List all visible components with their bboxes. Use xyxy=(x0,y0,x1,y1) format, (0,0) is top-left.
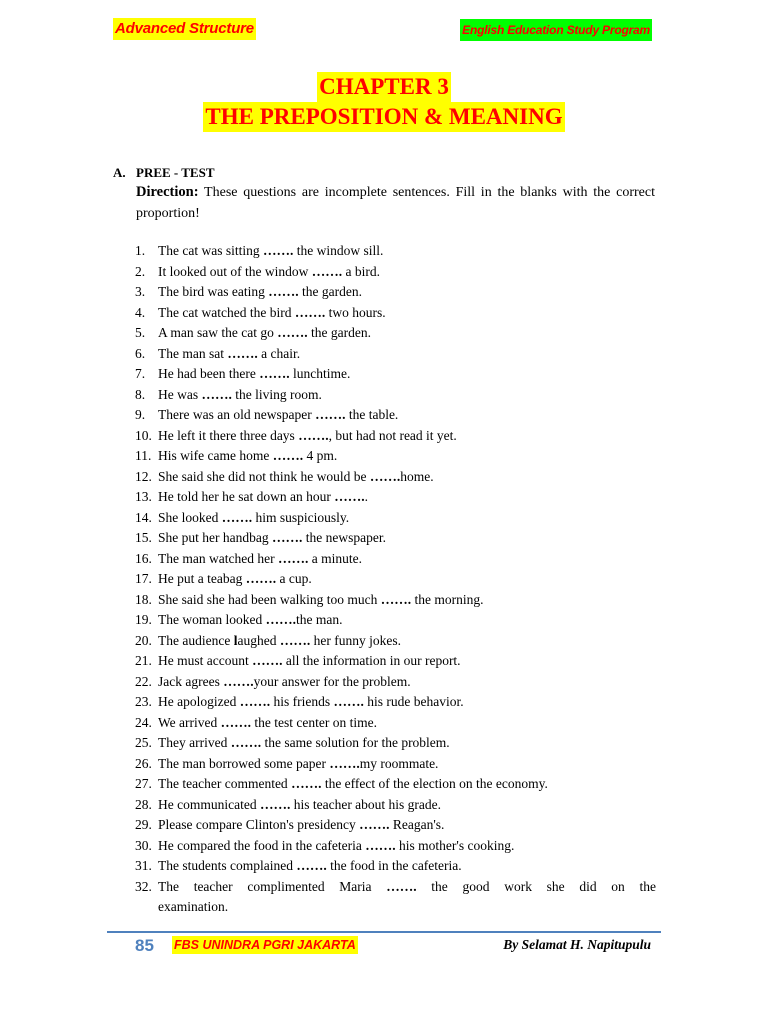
answer-blank: ……. xyxy=(315,407,346,422)
question-item xyxy=(135,303,656,324)
question-text: He must account xyxy=(158,653,253,668)
question-text: The teacher complimented Maria xyxy=(158,878,387,894)
question-text: my roommate. xyxy=(359,755,439,771)
question-text: his teacher about his grade. xyxy=(290,796,442,812)
answer-blank: ……. xyxy=(268,284,299,299)
answer-blank: ……. xyxy=(265,612,296,627)
footer-institution: FBS UNINDRA PGRI JAKARTA xyxy=(174,938,356,952)
question-item xyxy=(135,877,656,918)
question-text: He was xyxy=(158,386,202,402)
question-item xyxy=(135,590,656,611)
question-text: , but had not read it yet. xyxy=(328,427,457,443)
question-text: 4 pm. xyxy=(303,448,338,463)
question-number: 3. xyxy=(135,284,146,299)
answer-blank: ……. xyxy=(334,489,365,504)
question-text: him suspiciously. xyxy=(252,509,350,525)
question-item xyxy=(135,836,656,857)
question-text: the good work she did on the xyxy=(416,878,656,894)
answer-blank: ……. xyxy=(359,817,390,832)
answer-blank: ……. xyxy=(369,468,401,484)
answer-blank: ……. xyxy=(223,673,254,689)
question-number: 4. xyxy=(135,304,146,320)
question-item xyxy=(135,672,656,693)
answer-blank: ……. xyxy=(279,632,311,648)
question-number: 1. xyxy=(135,243,146,258)
question-item xyxy=(135,610,656,631)
question-text: A man saw the cat go xyxy=(158,325,278,340)
question-item xyxy=(135,385,656,406)
question-text: aughed xyxy=(237,632,280,648)
question-text: He apologized xyxy=(158,694,240,709)
question-text: The cat watched the bird xyxy=(158,304,295,320)
question-item xyxy=(135,651,656,672)
question-item xyxy=(135,569,656,590)
question-text: Please compare Clinton's presidency xyxy=(158,817,360,832)
answer-blank: ……. xyxy=(252,653,283,668)
question-item xyxy=(135,774,656,795)
footer-author: By Selamat H. Napitupulu xyxy=(503,937,651,952)
question-number: 11. xyxy=(135,448,152,463)
question-text: Reagan's. xyxy=(389,817,445,832)
question-item xyxy=(135,323,656,344)
answer-blank: ……. xyxy=(365,837,396,853)
question-number: 18. xyxy=(135,591,152,607)
question-text: It looked out of the window xyxy=(158,263,312,279)
question-number: 31. xyxy=(135,858,152,873)
chapter-heading xyxy=(0,72,768,132)
answer-blank: ……. xyxy=(329,755,360,771)
answer-blank: ……. xyxy=(245,571,277,586)
question-item xyxy=(135,856,656,877)
direction-paragraph xyxy=(136,182,655,224)
question-number: 17. xyxy=(135,571,152,586)
chapter-number: CHAPTER 3 xyxy=(317,72,451,102)
question-text: the window sill. xyxy=(293,243,384,258)
question-number: 26. xyxy=(135,755,152,771)
answer-blank: ……. xyxy=(262,243,294,258)
question-text: the living room. xyxy=(231,386,322,402)
question-text: The man borrowed some paper xyxy=(158,755,330,771)
section-heading xyxy=(113,165,215,181)
question-text: His wife came home xyxy=(158,448,273,463)
question-item xyxy=(135,241,656,262)
answer-blank: ……. xyxy=(291,776,322,791)
answer-blank: ……. xyxy=(294,304,326,320)
question-number: 7. xyxy=(135,366,146,381)
question-text: a minute. xyxy=(308,550,362,566)
question-number: 8. xyxy=(135,386,146,402)
question-text: the garden. xyxy=(307,325,371,340)
question-text: her funny jokes. xyxy=(310,632,401,648)
question-number: 13. xyxy=(135,489,152,504)
answer-blank: ……. xyxy=(380,591,412,607)
question-text: the same solution for the problem. xyxy=(261,735,450,750)
answer-blank: ……. xyxy=(277,550,309,566)
question-number: 21. xyxy=(135,653,152,668)
question-text: the table. xyxy=(345,407,399,422)
section-letter: A. xyxy=(113,165,126,180)
question-text: He compared the food in the cafeteria xyxy=(158,837,366,853)
header-course-title: Advanced Structure xyxy=(113,18,256,40)
question-item xyxy=(135,733,656,754)
question-number: 20. xyxy=(135,632,152,648)
question-text: his friends xyxy=(270,694,334,709)
answer-blank: ……. xyxy=(221,509,253,525)
question-item xyxy=(135,692,656,713)
question-text: home. xyxy=(400,468,434,484)
question-text: He put a teabag xyxy=(158,571,246,586)
answer-blank: ……. xyxy=(239,694,271,709)
question-text: a cup. xyxy=(276,571,312,586)
question-text: She looked xyxy=(158,509,222,525)
header-program-title: English Education Study Program xyxy=(460,19,652,41)
answer-blank: ……. xyxy=(311,263,343,279)
question-text: . xyxy=(364,489,368,504)
question-text: He told her he sat down an hour xyxy=(158,489,335,504)
question-number: 9. xyxy=(135,407,146,422)
question-number: 19. xyxy=(135,612,152,627)
question-text: the man. xyxy=(295,612,343,627)
question-number: 27. xyxy=(135,776,152,791)
question-number: 6. xyxy=(135,345,146,361)
question-item xyxy=(135,262,656,283)
question-text: the morning. xyxy=(411,591,484,607)
footer-divider xyxy=(107,931,661,933)
question-text: his rude behavior. xyxy=(363,694,464,709)
question-text: the garden. xyxy=(298,284,362,299)
question-item xyxy=(135,528,656,549)
question-text: She put her handbag xyxy=(158,530,272,545)
question-number: 25. xyxy=(135,735,152,750)
question-text: The man sat xyxy=(158,345,228,361)
question-text: They arrived xyxy=(158,735,231,750)
answer-blank: ……. xyxy=(227,345,258,361)
answer-blank: l xyxy=(233,632,238,648)
question-item xyxy=(135,815,656,836)
answer-blank: ……. xyxy=(277,325,308,340)
question-number: 12. xyxy=(135,468,152,484)
answer-blank: ……. xyxy=(271,530,303,545)
question-text: The man watched her xyxy=(158,550,278,566)
question-text: two hours. xyxy=(325,304,386,320)
answer-blank: ……. xyxy=(333,694,364,709)
question-item xyxy=(135,282,656,303)
answer-blank: ……. xyxy=(201,386,232,402)
question-item xyxy=(135,426,656,447)
question-number: 32. xyxy=(135,878,152,894)
question-text: the food in the cafeteria. xyxy=(326,858,462,873)
question-number: 29. xyxy=(135,817,152,832)
question-text: He left it there three days xyxy=(158,427,299,443)
question-text: She said she did not think he would be xyxy=(158,468,370,484)
question-item xyxy=(135,487,656,508)
question-item xyxy=(135,405,656,426)
question-number: 28. xyxy=(135,796,152,812)
answer-blank: ……. xyxy=(272,448,304,463)
question-text: We arrived xyxy=(158,714,221,730)
question-text: The teacher commented xyxy=(158,776,292,791)
question-number: 14. xyxy=(135,509,152,525)
question-text: He had been there xyxy=(158,366,260,381)
question-text: The woman looked xyxy=(158,612,266,627)
question-text: He communicated xyxy=(158,796,260,812)
question-number: 22. xyxy=(135,673,152,689)
answer-blank: ……. xyxy=(296,858,327,873)
question-item xyxy=(135,713,656,734)
question-item xyxy=(135,364,656,385)
question-number: 23. xyxy=(135,694,152,709)
answer-blank: ……. xyxy=(386,878,417,894)
question-item xyxy=(135,446,656,467)
question-number: 24. xyxy=(135,714,152,730)
direction-label: Direction: xyxy=(136,184,199,200)
question-text: There was an old newspaper xyxy=(158,407,316,422)
question-item xyxy=(135,795,656,816)
question-number: 2. xyxy=(135,263,146,279)
section-title: PREE - TEST xyxy=(136,165,215,180)
question-item xyxy=(135,754,656,775)
direction-text: These questions are incomplete sentences. Fill in the blanks with the correct proportion! xyxy=(136,185,655,221)
question-text: The audience xyxy=(158,632,234,648)
answer-blank: ……. xyxy=(259,366,290,381)
question-text: examination. xyxy=(158,899,229,914)
question-item xyxy=(135,549,656,570)
question-text: the test center on time. xyxy=(251,714,377,730)
question-number: 10. xyxy=(135,427,152,443)
question-text: The students complained xyxy=(158,858,297,873)
answer-blank: ……. xyxy=(298,427,329,443)
page-number: 85 xyxy=(135,936,154,955)
question-number: 15. xyxy=(135,530,152,545)
question-text: Jack agrees xyxy=(158,673,224,689)
question-number: 30. xyxy=(135,837,152,853)
question-text: lunchtime. xyxy=(289,366,351,381)
question-item xyxy=(135,631,656,652)
question-text: the effect of the election on the economy. xyxy=(321,776,548,791)
question-text: the newspaper. xyxy=(302,530,386,545)
question-text: his mother's cooking. xyxy=(395,837,515,853)
question-text: all the information in our report. xyxy=(282,653,461,668)
question-number: 16. xyxy=(135,550,152,566)
question-item xyxy=(135,508,656,529)
chapter-title: THE PREPOSITION & MEANING xyxy=(203,102,564,132)
question-text: The bird was eating xyxy=(158,284,269,299)
question-number: 5. xyxy=(135,325,146,340)
question-text: a bird. xyxy=(342,263,380,279)
answer-blank: ……. xyxy=(259,796,291,812)
question-list xyxy=(135,241,656,918)
question-text: a chair. xyxy=(257,345,301,361)
answer-blank: ……. xyxy=(230,735,262,750)
question-text: The cat was sitting xyxy=(158,243,263,258)
question-text: She said she had been walking too much xyxy=(158,591,381,607)
question-text: your answer for the problem. xyxy=(253,673,411,689)
question-item xyxy=(135,344,656,365)
answer-blank: ……. xyxy=(220,714,252,730)
question-item xyxy=(135,467,656,488)
